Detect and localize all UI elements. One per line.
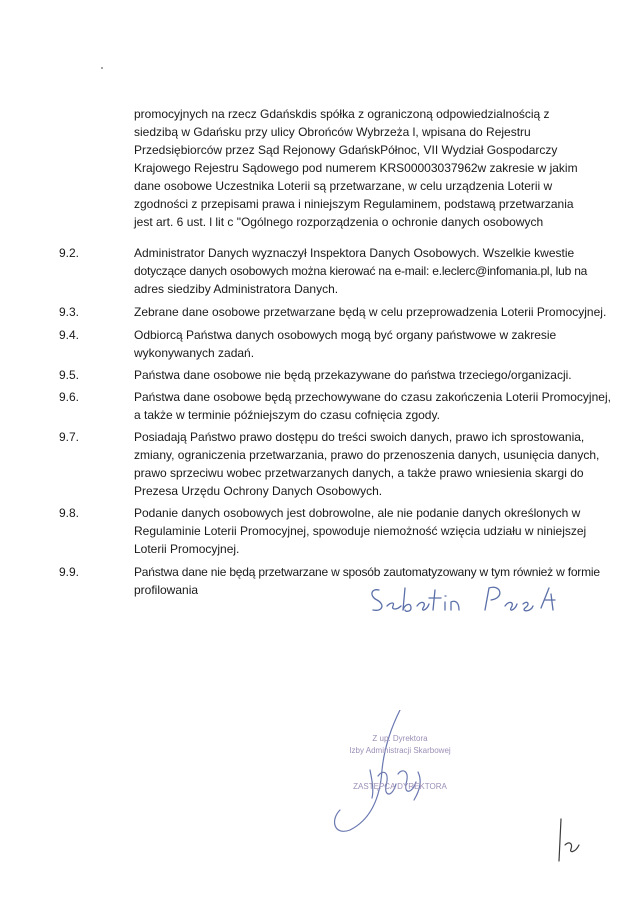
intro-line: zgodności z przepisami prawa i niniejszym Regulaminem, podstawą przetwarzania: [134, 197, 574, 211]
section-number: 9.3.: [59, 305, 80, 319]
handwritten-signature: [365, 580, 585, 620]
section-line: Państwa dane osobowe nie będą przekazywane do państwa trzeciego/organizacji.: [134, 368, 572, 382]
section-line: Podanie danych osobowych jest dobrowolne, ale nie podanie danych określonych w: [134, 506, 581, 520]
handwritten-initials-mark: [555, 815, 585, 865]
stamp-line: ZASTĘPCA DYREKTORA: [353, 782, 447, 791]
section-number: 9.8.: [59, 506, 80, 520]
official-stamp: [320, 710, 480, 840]
section-number: 9.5.: [59, 368, 80, 382]
section-line: Państwa dane nie będą przetwarzane w sposób zautomatyzowany w tym również w formie: [134, 565, 600, 579]
section-line: adres siedziby Administratora Danych.: [134, 282, 339, 296]
section-line: Państwa dane osobowe będą przechowywane do czasu zakończenia Loterii Promocyjnej,: [134, 390, 611, 404]
section-line: Prezesa Urzędu Ochrony Danych Osobowych.: [134, 484, 383, 498]
section-number: 9.7.: [59, 430, 80, 444]
section-line: zmiany, ograniczenia przetwarzania, prawo do przenoszenia danych, usunięcia danych,: [134, 448, 600, 462]
intro-line: Przedsiębiorców przez Sąd Rejonowy GdańskPółnoc, VII Wydział Gospodarczy: [134, 143, 558, 157]
section-line: wykonywanych zadań.: [134, 346, 255, 360]
intro-line: jest art. 6 ust. l lit c "Ogólnego rozporządzenia o ochronie danych osobowych: [134, 215, 544, 229]
section-line: profilowania: [134, 583, 199, 597]
stamp-line: Izby Administracji Skarbowej: [349, 746, 451, 755]
section-line: prawo sprzeciwu wobec przetwarzanych danych, a także prawo wniesienia skargi do: [134, 466, 584, 480]
section-number: 9.9.: [59, 565, 80, 579]
section-number: 9.4.: [59, 328, 80, 342]
section-line: Posiadają Państwo prawo dostępu do treści swoich danych, prawo ich sprostowania,: [134, 430, 585, 444]
section-line: Regulaminie Loterii Promocyjnej, spowoduje niemożność wzięcia udziału w niniejszej: [134, 524, 587, 538]
intro-line: Krajowego Rejestru Sądowego pod numerem KRS00003037962w zakresie w jakim: [134, 161, 578, 175]
intro-line: promocyjnych na rzecz Gdańskdis spółka z ograniczoną odpowiedzialnością z: [134, 107, 550, 121]
stamp-signature-scribble: [320, 710, 480, 840]
section-number: 9.6.: [59, 390, 80, 404]
stamp-line: Z up. Dyrektora: [372, 734, 428, 743]
section-line: dotyczące danych osobowych można kierować na e-mail: e.leclerc@infomania.pl, lub na: [134, 264, 588, 278]
section-line: Administrator Danych wyznaczył Inspektora Danych Osobowych. Wszelkie kwestie: [134, 246, 575, 260]
section-line: Zebrane dane osobowe przetwarzane będą w celu przeprowadzenia Loterii Promocyjnej.: [134, 305, 607, 319]
section-number: 9.2.: [59, 246, 80, 260]
intro-paragraph: [134, 105, 580, 231]
section-line: a także w terminie późniejszym do czasu cofnięcia zgody.: [134, 408, 440, 422]
scan-speck: [101, 67, 103, 69]
intro-line: siedzibą w Gdańsku przy ulicy Obrońców Wybrzeża l, wpisana do Rejestru: [134, 125, 531, 139]
section-line: Odbiorcą Państwa danych osobowych mogą być organy państwowe w zakresie: [134, 328, 557, 342]
intro-line: dane osobowe Uczestnika Loterii są przetwarzane, w celu urządzenia Loterii w: [134, 179, 553, 193]
section-line: Loterii Promocyjnej.: [134, 542, 240, 556]
